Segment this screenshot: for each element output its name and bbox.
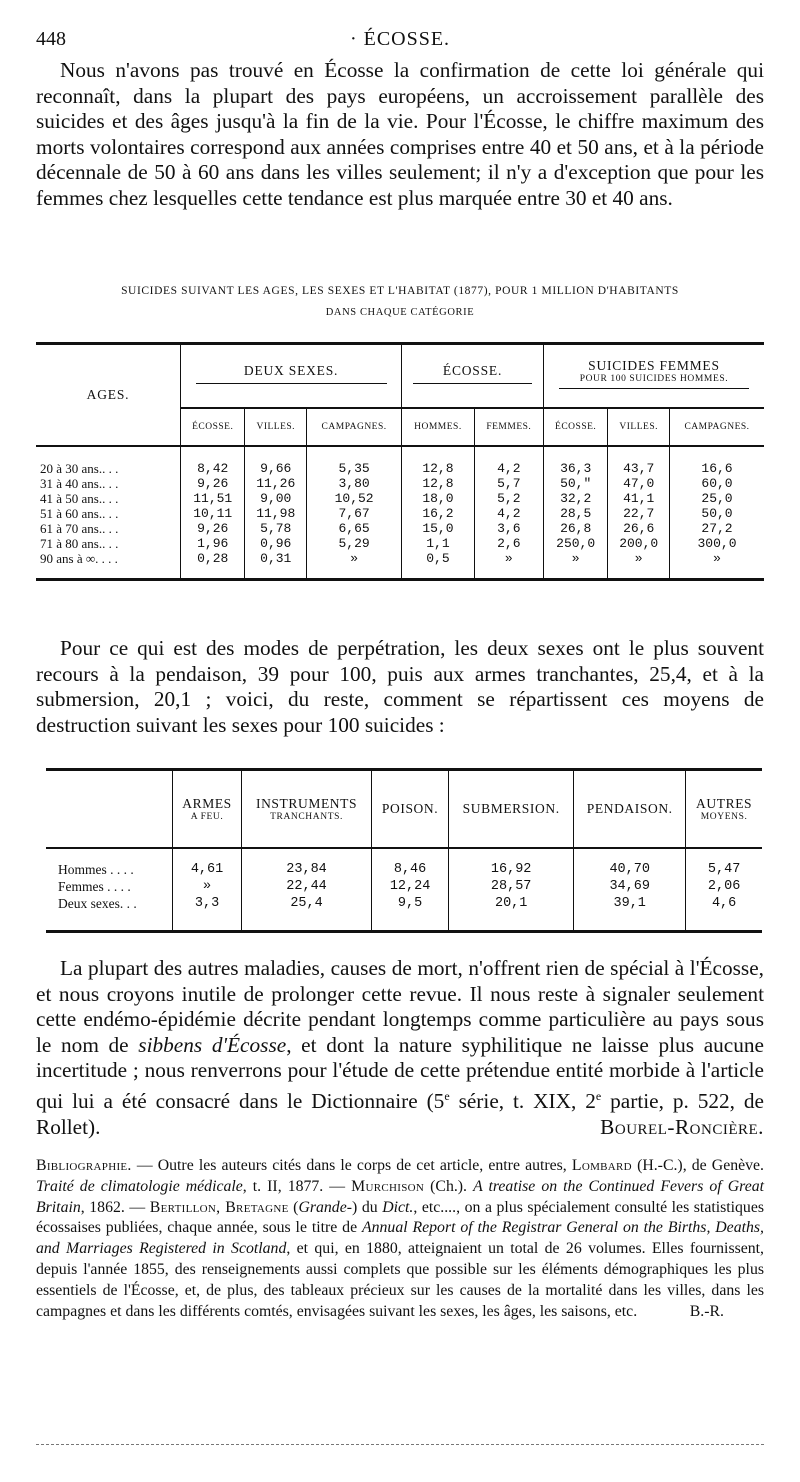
table1-cell: 7,67 xyxy=(307,506,402,521)
group-ecosse: ÉCOSSE. xyxy=(402,344,544,409)
footer-rule xyxy=(36,1444,764,1445)
table1-cell: 3,80 xyxy=(307,476,402,491)
table1-cell: 5,78 xyxy=(245,521,307,536)
paragraph-intro-text: Nous n'avons pas trouvé en Écosse la confirmation de cette loi générale qui reconnaît, dans la plupart des pays européens, un accroissement parallèle des suicides et des âges jusqu'à la fin de la vie. Pour l'Écosse, le chiffre maximum des morts volontaires correspond aux années comprises entre 40 et 50 ans, et à la période décennale de 50 à 60 ans dans les villes seulement; il n'y a d'exception que pour les femmes chez lesquelles cette tendance est plus marquée entre 30 et 40 ans. xyxy=(36,58,764,210)
methods-col-header: INSTRUMENTS TRANCHANTS. xyxy=(242,770,372,849)
table1-cell: 32,2 xyxy=(543,491,607,506)
age-range: 61 à 70 ans.. . . xyxy=(40,521,119,536)
table1-caption-line2: DANS CHAQUE CATÉGORIE xyxy=(325,307,475,318)
table1-col-header: CAMPAGNES. xyxy=(307,408,402,446)
table1-col-header: ÉCOSSE. xyxy=(543,408,607,446)
sibbens-term: sibbens d'Écosse xyxy=(138,1032,287,1057)
methods-cell: 25,4 xyxy=(242,895,372,932)
methods-col-header: AUTRES MOYENS. xyxy=(686,770,762,849)
methods-cell: 39,1 xyxy=(574,895,686,932)
group-suicides-femmes: SUICIDES FEMMES POUR 100 SUICIDES HOMMES. xyxy=(543,344,764,409)
table1-col-header: VILLES. xyxy=(608,408,670,446)
table1-cell: 300,0 xyxy=(670,536,765,551)
table1-cell: 6,65 xyxy=(307,521,402,536)
table1-cell: 2,6 xyxy=(474,536,543,551)
table1-cell: 12,8 xyxy=(402,446,475,476)
table1-cell: 15,0 xyxy=(402,521,475,536)
paragraph-intro xyxy=(36,58,764,212)
table1-cell: » xyxy=(307,551,402,580)
table1-cell: » xyxy=(608,551,670,580)
sex-label: Deux sexes. . . xyxy=(58,896,137,911)
age-range: 31 à 40 ans.. . . xyxy=(40,476,119,491)
author-signature: Bourel-Roncière. xyxy=(600,1114,764,1139)
table1-cell: 5,7 xyxy=(474,476,543,491)
table1-cell: 9,66 xyxy=(245,446,307,476)
table1-cell: 22,7 xyxy=(608,506,670,521)
table1-cell: 0,28 xyxy=(181,551,245,580)
table1-caption xyxy=(36,280,764,324)
table1-col-header: VILLES. xyxy=(245,408,307,446)
table1-cell: 0,5 xyxy=(402,551,475,580)
table1-cell: 26,8 xyxy=(543,521,607,536)
table1-cell: 60,0 xyxy=(670,476,765,491)
table1-cell: 28,5 xyxy=(543,506,607,521)
table1-cell: 9,00 xyxy=(245,491,307,506)
table1-col-header: CAMPAGNES. xyxy=(670,408,765,446)
methods-cell: 28,57 xyxy=(449,878,574,895)
table1-row xyxy=(36,506,764,521)
page-header xyxy=(36,28,764,58)
suicides-by-age-table xyxy=(36,342,764,581)
running-title: · ÉCOSSE. xyxy=(349,28,451,50)
table1-cell: 9,26 xyxy=(181,476,245,491)
methods-cell: 5,47 xyxy=(686,848,762,878)
table1-row xyxy=(36,536,764,551)
table1-cell: 12,8 xyxy=(402,476,475,491)
methods-cell: 12,24 xyxy=(372,878,449,895)
table1-col-header: ÉCOSSE. xyxy=(181,408,245,446)
methods-cell: 40,70 xyxy=(574,848,686,878)
paragraph-sibbens: La plupart des autres maladies, causes de mort, n'offrent rien de spécial à l'Écosse, et nous croyons inutile de prolonger cette revue. Il nous reste à signaler seulement cette endémo-épidémie décrite pendant longtemps comme particulière au pays sous le nom de sibbens d'Écosse, et dont la nature syphilitique ne laisse plus aucune incertitude ; nous renverrons pour l'étude de cette prétendue entité morbide à l'article qui lui a été consacré dans le Dictionnaire (5e série, t. XIX, 2e partie, p. 522, de Rollet). Bourel-Roncière. xyxy=(36,956,764,1139)
table1-col-header: FEMMES. xyxy=(474,408,543,446)
age-range: 51 à 60 ans.. . . xyxy=(40,506,119,521)
table1-cell: 43,7 xyxy=(608,446,670,476)
table1-cell: 250,0 xyxy=(543,536,607,551)
table1-cell: 50," xyxy=(543,476,607,491)
group-deux-sexes: DEUX SEXES. xyxy=(181,344,402,409)
table1-cell: 0,31 xyxy=(245,551,307,580)
methods-row xyxy=(46,895,762,932)
methods-corner xyxy=(46,770,173,849)
table1-cell: » xyxy=(670,551,765,580)
methods-col-header: ARMES A FEU. xyxy=(173,770,242,849)
table1-cell: 41,1 xyxy=(608,491,670,506)
table1-row xyxy=(36,446,764,476)
methods-row xyxy=(46,848,762,878)
table1-cell: 3,6 xyxy=(474,521,543,536)
table1-cell: 27,2 xyxy=(670,521,765,536)
table1-cell: 1,96 xyxy=(181,536,245,551)
methods-cell: 9,5 xyxy=(372,895,449,932)
table1-col-header: HOMMES. xyxy=(402,408,475,446)
table1-cell: 1,1 xyxy=(402,536,475,551)
table1-cell: 9,26 xyxy=(181,521,245,536)
table1-cell: 4,2 xyxy=(474,446,543,476)
table1-caption-line1: SUICIDES SUIVANT LES AGES, LES SEXES ET L'HABITAT (1877), POUR 1 MILLION D'HABITANTS xyxy=(121,285,679,297)
table1-cell: 200,0 xyxy=(608,536,670,551)
methods-cell: 4,61 xyxy=(173,848,242,878)
table1-cell: 36,3 xyxy=(543,446,607,476)
methods-cell: 8,46 xyxy=(372,848,449,878)
paragraph-modes-text: Pour ce qui est des modes de perpétration, les deux sexes ont le plus souvent recours à la pendaison, 39 pour 100, puis aux armes tranchantes, 25,4, et à la submersion, 20,1 ; voici, du reste, comment se répartissent ces moyens de destruction suivant les sexes pour 100 suicides : xyxy=(36,636,764,737)
table1-row xyxy=(36,476,764,491)
age-range: 20 à 30 ans.. . . xyxy=(36,446,181,476)
methods-cell: 22,44 xyxy=(242,878,372,895)
age-range: 71 à 80 ans.. . . xyxy=(40,536,119,551)
table1-cell: 8,42 xyxy=(181,446,245,476)
table1-cell: 11,26 xyxy=(245,476,307,491)
methods-cell: » xyxy=(173,878,242,895)
methods-cell: 2,06 xyxy=(686,878,762,895)
table1-cell: 11,98 xyxy=(245,506,307,521)
table1-cell: 10,52 xyxy=(307,491,402,506)
methods-cell: 3,3 xyxy=(173,895,242,932)
table1-row xyxy=(36,491,764,506)
table1-cell: 26,6 xyxy=(608,521,670,536)
methods-cell: 16,92 xyxy=(449,848,574,878)
table1-cell: 5,35 xyxy=(307,446,402,476)
table1-cell: 5,29 xyxy=(307,536,402,551)
bibliography-signature: B.-R. xyxy=(689,1302,724,1320)
age-range: 90 ans à ∞. . . . xyxy=(40,551,118,566)
age-range: 41 à 50 ans.. . . xyxy=(40,491,119,506)
table1-cell: 0,96 xyxy=(245,536,307,551)
table1-cell: 25,0 xyxy=(670,491,765,506)
sex-label: Hommes . . . . xyxy=(58,862,134,877)
table1-cell: » xyxy=(474,551,543,580)
table1-row xyxy=(36,521,764,536)
methods-col-header: PENDAISON. xyxy=(574,770,686,849)
methods-row xyxy=(46,878,762,895)
table1-cell: 50,0 xyxy=(670,506,765,521)
methods-cell: 34,69 xyxy=(574,878,686,895)
table1-cell: » xyxy=(543,551,607,580)
table1-cell: 11,51 xyxy=(181,491,245,506)
ages-header: AGES. xyxy=(86,387,130,402)
page-number: 448 xyxy=(36,28,66,50)
table1-cell: 4,2 xyxy=(474,506,543,521)
bibliography: Bibliographie. — Outre les auteurs cités dans le corps de cet article, entre autres, Lombard (H.-C.), de Genève. Traité de climatologie médicale, t. II, 1877. — Murchison (Ch.). A treatise on the Continued Fevers of Great Britain, 1862. — Bertillon, Bretagne (Grande-) du Dict., etc...., on a plus spécialement consulté les statistiques écossaises publiées, chaque année, sous le titre de Annual Report of the Registrar General on the Births, Deaths, and Marriages Registered in Scotland, et qui, en 1880, atteignaient un total de 26 volumes. Elles fournissent, depuis l'année 1855, des renseignements aussi complets que possible sur les éléments démographiques les plus essentiels de l'Écosse, et, de plus, des tableaux précieux sur les causes de la mortalité dans les villes, dans les campagnes et dans les différents comtés, envisagées suivant les sexes, les âges, les saisons, etc. B.-R. xyxy=(36,1156,764,1322)
sex-label: Femmes . . . . xyxy=(58,879,131,894)
table1-cell: 16,2 xyxy=(402,506,475,521)
table1-cell: 16,6 xyxy=(670,446,765,476)
paragraph-modes xyxy=(36,636,764,738)
methods-cell: 20,1 xyxy=(449,895,574,932)
methods-table xyxy=(46,768,762,933)
table1-cell: 18,0 xyxy=(402,491,475,506)
methods-col-header: SUBMERSION. xyxy=(449,770,574,849)
table1-cell: 47,0 xyxy=(608,476,670,491)
table1-row xyxy=(36,551,764,580)
methods-col-header: POISON. xyxy=(372,770,449,849)
methods-cell: 4,6 xyxy=(686,895,762,932)
table1-cell: 5,2 xyxy=(474,491,543,506)
methods-cell: 23,84 xyxy=(242,848,372,878)
table1-cell: 10,11 xyxy=(181,506,245,521)
